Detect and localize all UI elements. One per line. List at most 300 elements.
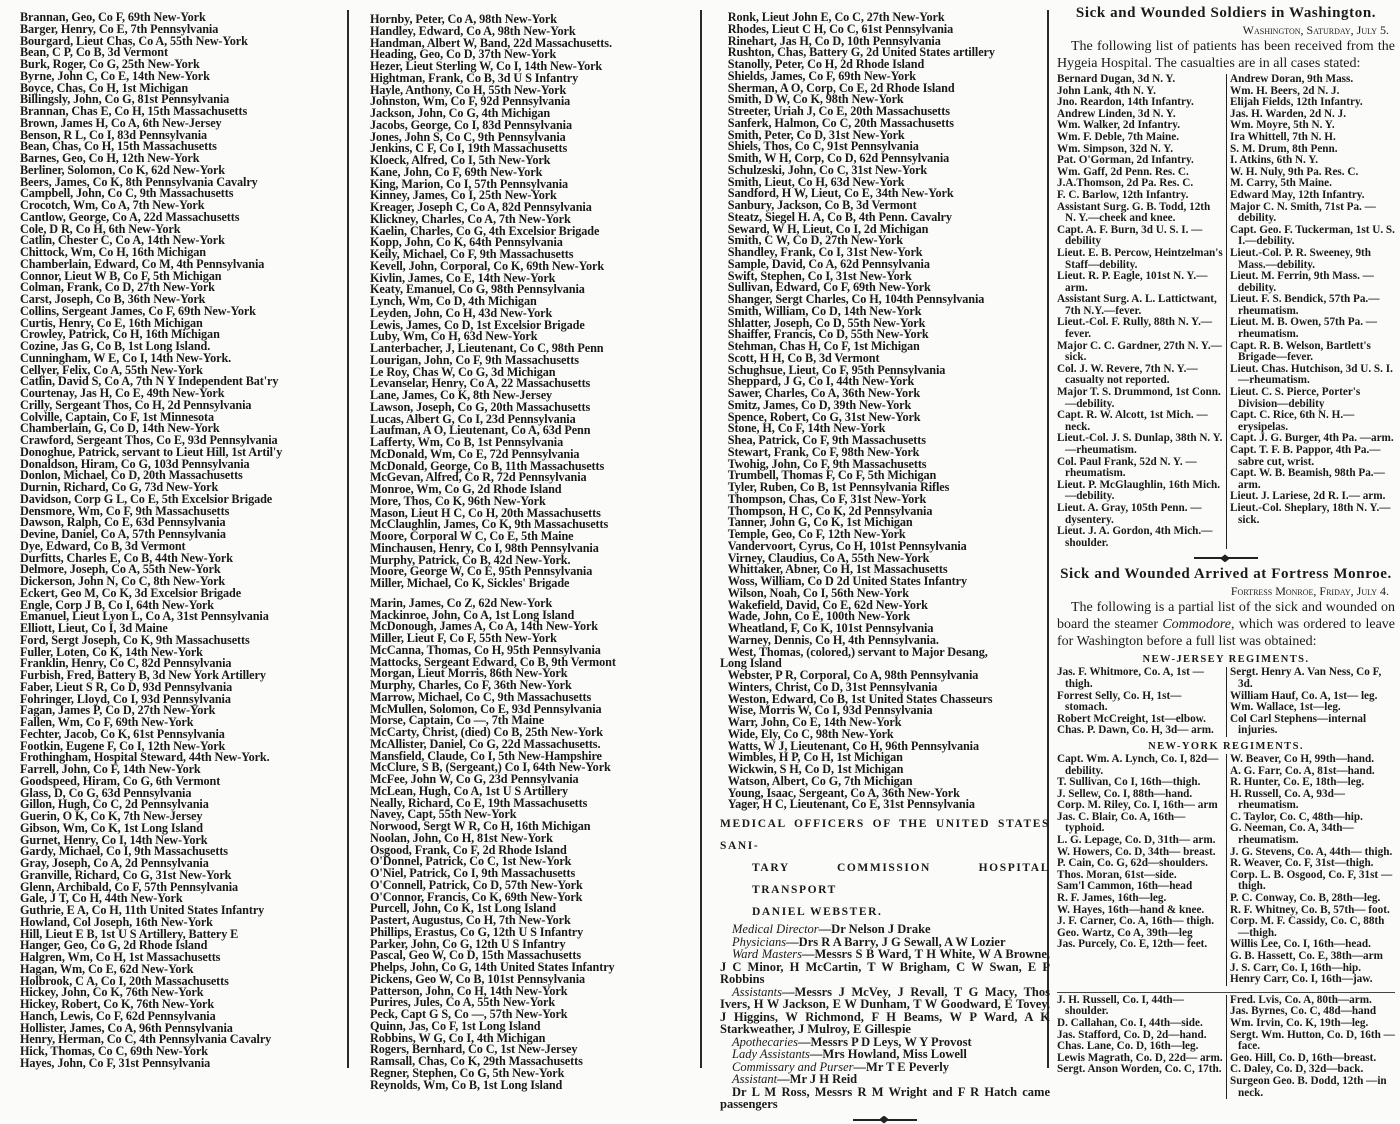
list-item: Kaelin, Charles, Co G, 4th Excelsior Brigade bbox=[370, 223, 600, 238]
list-item: Sergt. Wm. Hutton, Co. D, 16th —face. bbox=[1230, 1028, 1395, 1053]
list-item: R. Hunter, Co. E, 18th—leg. bbox=[1230, 776, 1365, 789]
list-item: Fohringer, Lloyd, Co I, 93d Pennsylvania bbox=[20, 691, 231, 706]
list-item: McDonald, George, Co B, 11th Massachusetts bbox=[370, 458, 605, 473]
list-item: Parker, John, Co G, 12th U S Infantry bbox=[370, 936, 566, 951]
list-item: J. H. Russell, Co. I, 44th— shoulder. bbox=[1057, 993, 1184, 1018]
list-item: Geo. Hill, Co. D, 16th—breast. bbox=[1230, 1051, 1377, 1064]
list-item: Frothingham, Hospital Steward, 44th New-York. bbox=[20, 750, 270, 765]
list-item: Lucas, Albert G, Co I, 23d Pennsylvania bbox=[370, 411, 576, 426]
list-item: Quinn, Jas, Co F, 1st Long Island bbox=[370, 1018, 541, 1033]
list-item: Billingsly, John, Co G, 81st Pennsylvania bbox=[20, 92, 230, 107]
list-item: McMullen, Solomon, Co E, 93d Pennsylvania bbox=[370, 701, 602, 716]
ward-masters: Ward Masters—Messrs S B Ward, T H White, W A Browne, J C Minor, H McCartin, T W Brigham, C W Swan, E P Robbins bbox=[720, 947, 1050, 986]
list-item: Sergt. Anson Worden, Co. C, 17th. bbox=[1057, 1063, 1222, 1076]
list-item: Rogers, Bernhard, Co C, 1st New-Jersey bbox=[370, 1042, 578, 1057]
list-item: M. Carry, 5th Maine. bbox=[1230, 177, 1332, 190]
list-item: Bean, C P, Co B, 3d Vermont bbox=[20, 45, 168, 60]
list-item: Hill, Lieut E B, 1st U S Artillery, Battery E bbox=[20, 926, 239, 941]
list-item: Morse, Captain, Co —, 7th Maine bbox=[370, 713, 545, 728]
list-item: Tyler, Ruben, Co B, 1st Pennsylvania Rifles bbox=[727, 480, 950, 494]
column-rule bbox=[347, 10, 349, 1068]
commissary: Commissary and Purser—Mr T E Peverly bbox=[732, 1059, 950, 1074]
list-item: Beers, James, Co K, 8th Pennsylvania Cavalry bbox=[20, 174, 258, 189]
list-right bbox=[1226, 667, 1395, 737]
list-item: Guthrie, E A, Co H, 11th United States Infantry bbox=[20, 903, 265, 917]
list-item: Stehman, Chas H, Co F, 1st Michigan bbox=[727, 339, 920, 353]
list-item: Seward, W H, Lieut, Co I, 2d Michigan bbox=[727, 221, 929, 236]
list-item: Smitz, James, Co D, 39th New-York bbox=[727, 397, 912, 412]
list-item: Wm. Walker, 2d Infantry. bbox=[1057, 119, 1181, 132]
list-item: Capt. C. Rice, 6th N. H.— erysipelas. bbox=[1230, 409, 1355, 433]
list-item: McDonough, James A, Co A, 14th New-York bbox=[370, 619, 598, 634]
list-item: Fechter, Jacob, Co K, 61st Pennsylvania bbox=[20, 726, 225, 741]
list-item: Yager, H C, Lieutenant, Co E, 31st Pennsylvania bbox=[727, 797, 975, 812]
list-item: D. Callahan, Co. I, 44th—side. bbox=[1057, 1016, 1203, 1029]
list-item: Smith, Peter, Co D, 31st New-York bbox=[727, 127, 905, 142]
list-item: Furbish, Fred, Battery B, 3d New York Artillery bbox=[20, 668, 266, 682]
list-item: Connor, Lieut W B, Co F, 5th Michigan bbox=[20, 268, 222, 283]
list-item: I. Atkins, 6th N. Y. bbox=[1230, 154, 1319, 167]
list-item: Ronk, Lieut John E, Co C, 27th New-York bbox=[727, 10, 945, 24]
list-item: Assistant Surg. A. L. Lattictwant, 7th N.Y.—fever. bbox=[1057, 293, 1217, 317]
list-item: Gale, J T, Co H, 44th New-York bbox=[20, 891, 183, 906]
list-item: Vandervoort, Cyrus, Co H, 101st Pennsylvania bbox=[727, 538, 967, 553]
list-item: Thompson, H C, Co K, 2d Pennsylvania bbox=[727, 503, 933, 518]
list-item: McClure, S B, (Sergeant,) Co I, 64th New-York bbox=[370, 760, 611, 775]
list-item: Keaty, Emanuel, Co G, 98th Pennsylvania bbox=[370, 282, 585, 297]
list-item: W. Beaver, Co H, 99th—hand. bbox=[1230, 752, 1375, 765]
list-item: Lieut. Chas. Hutchison, 3d U. S. I.—rheumatism. bbox=[1230, 362, 1393, 387]
list-item: J. G. Stevens, Co. A, 44th— thigh. bbox=[1230, 845, 1393, 858]
list-item: Scott, H H, Co B, 3d Vermont bbox=[727, 350, 880, 365]
list-item: McGevan, Alfred, Co R, 72d Pennsylvania bbox=[370, 470, 587, 485]
medical-officers-list bbox=[720, 923, 1050, 1111]
headline-washington: Sick and Wounded Soldiers in Washington. bbox=[1075, 5, 1377, 21]
list-item: Virney, Claudius, Co A, 55th New-York bbox=[727, 550, 930, 565]
list-item: Robert McCreight, 1st—elbow. bbox=[1057, 712, 1206, 725]
list-item: Levanselar, Henry, Co A, 22 Massachusetts bbox=[370, 376, 591, 391]
list-item: Capt. R. B. Welson, Bartlett's Brigade—fever. bbox=[1230, 339, 1371, 364]
list-item: Watts, W J, Lieutenant, Co H, 96th Pennsylvania bbox=[727, 738, 979, 753]
list-item: Laufman, A O, Lieutenant, Co A, 63d Penn bbox=[370, 423, 591, 438]
list-item: R. Weaver, Co. F, 31st—thigh. bbox=[1230, 857, 1374, 870]
list-item: Farrell, John, Co F, 14th New-York bbox=[20, 762, 201, 776]
list-item: Sherman, A O, Corp, Co E, 2d Rhode Island bbox=[727, 80, 955, 95]
list-item: Howland, Col Joseph, 16th New-York bbox=[20, 914, 213, 929]
list-item: Lieut. A. Gray, 105th Penn. —dysentery. bbox=[1057, 501, 1202, 526]
list-item: Wise, Morris W, Co I, 93d Pennsylvania bbox=[727, 703, 933, 718]
list-item: Barnes, Geo, Co H, 12th New-York bbox=[20, 151, 200, 165]
list-item: Lieut. M. Ferrin, 9th Mass. —debility. bbox=[1230, 270, 1374, 294]
list-item: Henry, Herman, Co C, 4th Pennsylvania Cavalry bbox=[20, 1032, 272, 1047]
list-item: Hickey, John, Co K, 76th New-York bbox=[20, 985, 204, 1000]
list-item: Eckert, Geo M, Co K, 3d Excelsior Brigade bbox=[20, 585, 242, 600]
list-item: Mason, Lieut H C, Co H, 20th Massachusetts bbox=[370, 505, 601, 520]
list-item: O'Donnel, Patrick, Co C, 1st New-York bbox=[370, 854, 572, 869]
list-item: Lieut.-Col. J. S. Dunlap, 38th N. Y.—rheumatism. bbox=[1057, 432, 1223, 456]
list-item: Donoghue, Patrick, servant to Lieut Hill, 1st Artil'y bbox=[20, 444, 283, 459]
list-item: Goodspeed, Hiram, Co G, 6th Vermont bbox=[20, 773, 221, 788]
list-item: C. Taylor, Co. C, 48th—hip. bbox=[1230, 810, 1363, 823]
list-item: O'Connor, Francis, Co K, 69th New-York bbox=[370, 889, 583, 904]
list-item: Pat. O'Gorman, 2d Infantry. bbox=[1057, 154, 1194, 167]
list-item: Whittaker, Abner, Co H, 1st Massachusetts bbox=[727, 562, 948, 577]
list-item: Cellyer, Felix, Co A, 55th New-York bbox=[20, 362, 203, 377]
list-item: Murphy, Charles, Co F, 36th New-York bbox=[370, 678, 572, 692]
list-item: Hanger, Geo, Co G, 2d Rhode Island bbox=[20, 938, 208, 953]
list-item: Leyden, John, Co H, 43d New-York bbox=[370, 305, 553, 320]
list-item: Rhodes, Lieut C H, Co C, 61st Pennsylvania bbox=[727, 21, 954, 36]
list-item: Mackinroe, John, Co A, 1st Long Island bbox=[370, 607, 575, 622]
list-item: Pastert, Augustus, Co H, 7th New-York bbox=[370, 913, 571, 927]
list-item: Lafferty, Wm, Co B, 1st Pennsylvania bbox=[370, 435, 564, 449]
list-item: Gardy, Michael, Co I, 9th Massachusetts bbox=[20, 844, 228, 859]
list-item: Capt. J. G. Burger, 4th Pa. —arm. bbox=[1230, 432, 1394, 445]
list-item: Rinehart, Jas H, Co D, 10th Pennsylvania bbox=[727, 33, 941, 48]
list-item: Hanch, Lewis, Co F, 62d Pennsylvania bbox=[20, 1008, 216, 1023]
list-item: Emanuel, Lieut Lyon L, Co A, 31st Pennsylvania bbox=[20, 609, 269, 624]
list-item: Wm. Wallace, 1st—leg. bbox=[1230, 701, 1341, 714]
list-item: Murphy, Patrick, Co B, 42d New-York. bbox=[370, 552, 571, 567]
list-item: Dickerson, John N, Co C, 8th New-York bbox=[20, 574, 226, 588]
list-item: Schughsue, Lieut, Co F, 95th Pennsylvania bbox=[727, 362, 946, 377]
list-item: Thompson, Chas, Co F, 31st New-York bbox=[727, 491, 927, 506]
list-item: Capt. T. F. B. Pappor, 4th Pa.—sabre cut, wrist. bbox=[1230, 444, 1381, 468]
list-item: Wm. H. Beers, 2d N. J. bbox=[1230, 84, 1340, 97]
list-item: Henry Carr, Co. I, 16th—jaw. bbox=[1230, 973, 1373, 986]
list-item: S. M. Drum, 8th Penn. bbox=[1230, 142, 1338, 155]
list-item: Shaiffer, Francis, Co D, 55th New-York bbox=[727, 327, 929, 342]
list-item: Warr, John, Co E, 14th New-York bbox=[727, 715, 902, 729]
list-item: Fallen, Wm, Co F, 69th New-York bbox=[20, 715, 194, 729]
list-item: A. G. Farr, Co. A, 81st—hand. bbox=[1230, 764, 1375, 777]
list-item: Watson, Albert, Co G, 7th Michigan bbox=[727, 773, 913, 788]
fortress-monroe-report bbox=[1057, 565, 1395, 1099]
list-item: Cozine, Jas G, Co B, 1st Long Island. bbox=[20, 339, 211, 353]
list-item: Sandford, H W, Lieut, Co E, 34th New-York bbox=[727, 186, 954, 201]
list-item: Andrew Linden, 3d N. Y. bbox=[1057, 107, 1176, 120]
list-item: Moore, Corporal W C, Co E, 5th Maine bbox=[370, 529, 574, 543]
list-item: Lanterbacher, J, Lieutenant, Co C, 98th Penn bbox=[370, 341, 604, 355]
list-item: Osgood, Frank, Co F, 2d Rhode Island bbox=[370, 842, 567, 857]
list-item: Lieut. F. S. Bendick, 57th Pa.—rheumatism. bbox=[1230, 293, 1380, 317]
list-item: Surgeon Geo. B. Dodd, 12th —in neck. bbox=[1230, 1074, 1387, 1099]
list-item: Gillon, Hugh, Co C, 2d Pennsylvania bbox=[20, 797, 209, 812]
list-item: J. Sellew, Co. I, 88th—hand. bbox=[1057, 787, 1193, 800]
list-item: Sanbury, Jackson, Co B, 3d Vermont bbox=[727, 198, 917, 212]
list-item: Marrow, Michael, Co C, 9th Massachusetts bbox=[370, 689, 592, 704]
list-item: Benson, R L, Co I, 83d Pennsylvania bbox=[20, 127, 208, 142]
list-item: Hayes, John, Co F, 31st Pennsylvania bbox=[20, 1055, 211, 1070]
list-item: Granville, Richard, Co G, 31st New-York bbox=[20, 867, 232, 882]
list-item: Smith, D W, Co K, 98th New-York bbox=[727, 92, 904, 107]
list-item: O'Connell, Patrick, Co D, 57th New-York bbox=[370, 877, 583, 892]
list-item: Luby, Wm, Co H, 63d New-York bbox=[370, 329, 538, 344]
list-item: Donlon, Michael, Co D, 20th Massachusetts bbox=[20, 468, 243, 483]
casualty-list bbox=[720, 12, 1050, 811]
list-item: Jno. Reardon, 14th Infantry. bbox=[1057, 96, 1194, 109]
list-item: Byrne, John C, Co E, 14th New-York bbox=[20, 68, 210, 83]
list-item: Sawer, Charles, Co A, 36th New-York bbox=[727, 386, 921, 400]
list-item: Sam'l Cammon, 16th—head bbox=[1057, 880, 1193, 893]
list-item: Moore, George W, Co E, 95th Pennsylvania bbox=[370, 564, 593, 579]
list-item: Jas. F. Whitmore, Co. A, 1st —thigh. bbox=[1057, 666, 1204, 690]
list-item: Major C. C. Gardner, 27th N. Y.—sick. bbox=[1057, 339, 1222, 364]
list-item: Dawson, Ralph, Co E, 63d Pennsylvania bbox=[20, 515, 226, 530]
list-item: Capt. W. B. Beamish, 98th Pa.—arm. bbox=[1230, 467, 1385, 491]
list-item: Jas. Stafford, Co. D, 2d—hand. bbox=[1057, 1028, 1207, 1041]
list-item: Geo. Wartz, Co A, 39th—leg bbox=[1057, 926, 1193, 939]
list-item: Colman, Frank, Co D, 27th New-York bbox=[20, 280, 215, 295]
list-item: King, Marion, Co I, 57th Pennsylvania bbox=[370, 176, 569, 191]
list-item: Jacobs, George, Co I, 83d Pennsylvania bbox=[370, 117, 572, 132]
list-item: Dye, Edward, Co B, 3d Vermont bbox=[20, 538, 186, 553]
list-item: McLean, Hugh, Co A, 1st U S Artillery bbox=[370, 783, 568, 798]
list-item: Lawson, Joseph, Co G, 20th Massachusetts bbox=[370, 399, 591, 414]
list-right bbox=[1226, 995, 1395, 1099]
assistant: Assistant—Mr J H Reid bbox=[732, 1072, 858, 1086]
list-item: L. G. Lepage, Co. D, 31th— arm. bbox=[1057, 834, 1216, 847]
list-item: Neally, Richard, Co E, 19th Massachusetts bbox=[370, 795, 588, 810]
list-item: McFee, John W, Co G, 23d Pennsylvania bbox=[370, 772, 579, 786]
list-item: Davidson, Corp G L, Co E, 5th Excelsior Brigade bbox=[20, 491, 273, 506]
list-item: Johnston, Wm, Co F, 92d Pennsylvania bbox=[370, 94, 571, 109]
list-item: Glenn, Archibald, Co F, 57th Pennsylvania bbox=[20, 879, 239, 894]
list-item: Phillips, Erastus, Co G, 12th U S Infantry bbox=[370, 924, 584, 939]
list-item: Monroe, Wm, Co G, 2d Rhode Island bbox=[370, 482, 562, 496]
apothecaries: Apothecaries—Messrs P D Leys, W Y Provost bbox=[732, 1034, 972, 1049]
list-item: Spence, Robert, Co G, 31st New-York bbox=[727, 409, 921, 424]
list-item: Lieut. J. A. Gordon, 4th Mich.—shoulder. bbox=[1057, 525, 1213, 549]
list-item: Ford, Sergt Joseph, Co K, 9th Massachusetts bbox=[20, 632, 250, 647]
list-item: Ramsall, Chas, Co K, 29th Massachusetts bbox=[370, 1054, 583, 1068]
list-item: Reynolds, Wm, Co B, 1st Long Island bbox=[370, 1077, 563, 1092]
list-item: West, Thomas, (colored,) servant to Major Desang, bbox=[727, 644, 988, 659]
passengers: Dr L M Ross, Messrs R M Wright and F R Hatch came passengers bbox=[720, 1084, 1050, 1111]
list-item: Webster, P R, Corporal, Co A, 98th Pennsylvania bbox=[727, 668, 979, 682]
list-item: Phelps, John, Co G, 14th United States Infantry bbox=[370, 960, 615, 974]
list-item: Twohig, John, Co F, 9th Massachusetts bbox=[727, 456, 927, 471]
list-item: Jones, John S, Co C, 9th Pennsylvania bbox=[370, 129, 566, 144]
list-right bbox=[1226, 754, 1395, 986]
list-item: Miller, Lieut F, Co F, 55th New-York bbox=[370, 631, 557, 645]
list-item: Stanolly, Peter, Co H, 2d Rhode Island bbox=[727, 57, 925, 71]
list-item: Streeter, Uriah J, Co E, 20th Massachusetts bbox=[727, 104, 950, 118]
list-item: Hornby, Peter, Co A, 98th New-York bbox=[370, 12, 557, 26]
list-item: Sample, David, Co A, 62d Pennsylvania bbox=[727, 256, 930, 271]
list-item: Hayle, Anthony, Co H, 55th New-York bbox=[370, 82, 567, 97]
list-item: Stewart, Frank, Co F, 98th New-York bbox=[727, 444, 920, 459]
list-item: Lourigan, John, Co F, 9th Massachusetts bbox=[370, 352, 579, 367]
list-item: Wm. F. Deble, 7th Maine. bbox=[1057, 130, 1180, 143]
list-item: Lieut. J. Lariese, 2d R. I.— arm. bbox=[1230, 490, 1386, 503]
list-item: Brown, James H, Co A, 6th New-Jersey bbox=[20, 115, 222, 130]
list-item: Noolan, John, Co H, 81st New-York bbox=[370, 830, 553, 845]
list-item: Brannan, Geo, Co F, 69th New-York bbox=[20, 10, 206, 24]
list-item: William Hauf, Co. A, 1st— leg. bbox=[1230, 689, 1378, 702]
list-item: Jenkins, C F, Co I, 19th Massachusetts bbox=[370, 141, 568, 156]
list-item: McDonald, Wm, Co E, 72d Pennsylvania bbox=[370, 446, 580, 461]
list-item: Gibson, Wm, Co K, 1st Long Island bbox=[20, 820, 203, 835]
list-item: Wheatland, F, Co K, 101st Pennsylvania bbox=[727, 621, 934, 635]
list-item: Klickney, Charles, Co A, 7th New-York bbox=[370, 211, 571, 226]
list-item: Assistant Surg. G. B. Todd, 12th N. Y.—cheek and knee. bbox=[1057, 200, 1211, 225]
list-item: Lieut.-Col. Sheplary, 18th N. Y.—sick. bbox=[1230, 501, 1391, 526]
list-item: Hightman, Frank, Co B, 3d U S Infantry bbox=[370, 70, 579, 85]
list-item: Crawford, Sergeant Thos, Co E, 93d Pennsylvania bbox=[20, 433, 278, 447]
list-item: Capt. Geo. F. Tuckerman, 1st U. S. I.—debility. bbox=[1230, 223, 1395, 248]
list-item: Gray, Joseph, Co A, 2d Pennsylvania bbox=[20, 856, 209, 870]
list-item: Andrew Doran, 9th Mass. bbox=[1230, 73, 1354, 85]
list-item: Shandley, Frank, Co I, 31st New-York bbox=[727, 245, 923, 259]
list-item: Wilson, Noah, Co I, 56th New-York bbox=[727, 585, 909, 600]
list-item: Elliott, Lieut, Co I, 3d Maine bbox=[20, 621, 168, 635]
list-item: Berliner, Solomon, Co K, 62d New-York bbox=[20, 162, 225, 177]
list-item: Wm. Irvin, Co. K, 19th—leg. bbox=[1230, 1016, 1369, 1029]
list-item: Jas. H. Warden, 2d N. J. bbox=[1230, 107, 1347, 120]
list-left bbox=[1057, 74, 1226, 549]
list-item: Lieut.-Col. F. Rully, 88th N. Y.—fever. bbox=[1057, 316, 1213, 341]
list-item: Footkin, Eugene F, Co I, 12th New-York bbox=[20, 738, 226, 753]
column-1-casualty-list bbox=[20, 12, 345, 1092]
list-item: Major T. S. Drummond, 1st Conn.—debility. bbox=[1057, 386, 1221, 410]
list-item: Chamberlain, G, Co D, 14th New-York bbox=[20, 421, 220, 436]
list-item: P. Cain, Co. G, 62d—shoulders. bbox=[1057, 857, 1208, 870]
list-item: Hollister, James, Co A, 96th Pennsylvania bbox=[20, 1020, 233, 1035]
list-item: Lieut. P. McGlaughlin, 16th Mich.—debility. bbox=[1057, 478, 1221, 503]
list-item: Col Carl Stephens—internal injuries. bbox=[1230, 712, 1367, 737]
list-item: Wm. Simpson, 32d N. Y. bbox=[1057, 142, 1174, 155]
list-item: Wimbles, H P, Co H, 1st Michigan bbox=[727, 750, 903, 765]
list-item: Col. Paul Frank, 52d N. Y. —rheumatism. bbox=[1057, 455, 1197, 480]
list-item: R. F. James, 16th—leg. bbox=[1057, 892, 1167, 905]
list-item: Chas. Lane, Co. D, 16th—leg. bbox=[1057, 1040, 1199, 1053]
list-item: Wm. Gaff, 2d Penn. Res. C. bbox=[1057, 165, 1189, 178]
list-item: Elijah Fields, 12th Infantry. bbox=[1230, 96, 1363, 109]
list-item: Curtis, Henry, Co E, 16th Michigan bbox=[20, 315, 203, 330]
list-item: Donaldson, Hiram, Co G, 103d Pennsylvania bbox=[20, 456, 250, 471]
list-item: Sullivan, Edward, Co F, 69th New-York bbox=[727, 280, 931, 295]
subhead-new-jersey: NEW-JERSEY REGIMENTS. bbox=[1142, 654, 1310, 666]
list-item: Jas. Purcely, Co. E, 12th— feet. bbox=[1057, 938, 1208, 951]
list-item: Patterson, John, Co H, 14th New-York bbox=[370, 983, 568, 998]
list-item: Chittock, Wm, Co H, 16th Michigan bbox=[20, 245, 206, 259]
list-item: Cole, D R, Co H, 6th New-York bbox=[20, 221, 181, 236]
list-item: Kinney, James, Co I, 25th New-York bbox=[370, 188, 557, 203]
list-item: Corp. M. Riley, Co. I, 16th— arm bbox=[1057, 799, 1218, 812]
list-item: Smith, Lieut, Co H, 63d New-York bbox=[727, 174, 905, 189]
list-item: Hick, Thomas, Co C, 69th New-York bbox=[20, 1044, 208, 1058]
list-item: Durnin, Richard, Co G, 73d New-York bbox=[20, 480, 219, 494]
list-item: R. F. Whitney, Co. B, 57th— foot. bbox=[1230, 903, 1390, 916]
two-column-list bbox=[1057, 74, 1395, 549]
list-item: McClaughlin, James, Co K, 9th Massachusetts bbox=[370, 517, 609, 532]
list-item: Densmore, Wm, Co F, 9th Massachusetts bbox=[20, 503, 230, 518]
list-item: Swift, Stephen, Co I, 31st New-York bbox=[727, 268, 912, 283]
list-item: Major C. N. Smith, 71st Pa. —debility. bbox=[1230, 200, 1376, 225]
two-column-list bbox=[1057, 992, 1395, 1099]
list-item: Kevell, John, Corporal, Co K, 69th New-York bbox=[370, 258, 605, 273]
list-item: W. H. Nuly, 9th Pa. Res. C. bbox=[1230, 165, 1359, 178]
list-item: Fuller, Loten, Co K, 14th New-York bbox=[20, 644, 203, 659]
list-item: Regner, Stephen, Co G, 5th New-York bbox=[370, 1065, 565, 1080]
dateline: Washington, Saturday, July 5. bbox=[1242, 23, 1389, 37]
list-item: Bean, Chas, Co H, 15th Massachusetts bbox=[20, 139, 217, 154]
two-column-list bbox=[1057, 754, 1395, 986]
list-item: Lane, James, Co K, 8th New-Jersey bbox=[370, 388, 553, 402]
list-item: Courtenay, Jas H, Co E, 49th New-York bbox=[20, 386, 225, 400]
list-item: Kopp, John, Co K, 64th Pennsylvania bbox=[370, 235, 563, 250]
list-item: Campbell, John, Co C, 9th Massachusetts bbox=[20, 186, 234, 201]
list-item: Devine, Daniel, Co A, 57th Pennsylvania bbox=[20, 527, 226, 541]
list-item: Robbins, W G, Co I, 4th Michigan bbox=[370, 1030, 546, 1045]
list-item: Burk, Roger, Co G, 25th New-York bbox=[20, 57, 200, 71]
list-item: Sheppard, J G, Co I, 44th New-York bbox=[727, 374, 915, 389]
casualty-list bbox=[370, 14, 705, 590]
headline-fortress-monroe: Sick and Wounded Arrived at Fortress Monroe. bbox=[1060, 566, 1392, 583]
list-item: Faber, Lieut S R, Co D, 93d Pennsylvania bbox=[20, 679, 233, 694]
list-item: Weston, Edward, Co B, 1st United States Chasseurs bbox=[727, 691, 993, 706]
list-item: McCarty, Christ, (died) Co B, 25th New-York bbox=[370, 725, 603, 739]
list-item: McCanna, Thomas, Co H, 95th Pennsylvania bbox=[370, 642, 601, 657]
list-item: Colville, Captain, Co F, 1st Minnesota bbox=[20, 409, 215, 424]
list-item: Steatz, Siegel H. A, Co B, 4th Penn. Cavalry bbox=[727, 209, 952, 224]
list-item: Engle, Corp J B, Co I, 64th New-York bbox=[20, 597, 215, 612]
list-item: Wm. Moyre, 5th N. Y. bbox=[1230, 119, 1335, 132]
list-item: Boyce, Chas, Co H, 1st Michigan bbox=[20, 80, 189, 95]
list-item: Marin, James, Co Z, 62d New-York bbox=[370, 595, 553, 610]
list-item: Peck, Capt G S, Co —, 57th New-York bbox=[370, 1007, 568, 1021]
washington-report bbox=[1057, 4, 1395, 559]
intro-paragraph: The following is a partial list of the sick and wounded on board the steamer Commodore, which was ordered to leave for Washington before a full list was obtained: bbox=[1057, 600, 1395, 650]
list-item: J. F. Carner, Co. A, 16th— thigh. bbox=[1057, 915, 1215, 928]
intro-paragraph: The following list of patients has been received from the Hygeia Hospital. The casualties are in all cases stated: bbox=[1057, 39, 1395, 71]
list-item: Guerin, O K, Co K, 7th New-Jersey bbox=[20, 809, 203, 823]
list-item: Corp. L. B. Osgood, Co. F, 31st —thigh. bbox=[1230, 868, 1393, 893]
list-item: Capt. A. F. Burn, 3d U. S. I. —debility bbox=[1057, 223, 1203, 248]
list-item: Thos. Moran, 61st—side. bbox=[1057, 868, 1177, 881]
list-item: Holbrook, C A, Co I, 20th Massachusetts bbox=[20, 973, 229, 988]
list-item: Crilly, Sergeant Thos, Co H, 2d Pennsylvania bbox=[20, 397, 252, 412]
list-item: Morgan, Lieut Morris, 86th New-York bbox=[370, 666, 568, 681]
list-item: F. C. Barlow, 12th Infantry. bbox=[1057, 188, 1189, 201]
list-item: Temple, Geo, Co F, 12th New-York bbox=[727, 527, 906, 541]
list-item: John Lank, 4th N. Y. bbox=[1057, 84, 1156, 97]
list-item: Schulzeski, John, Co C, 31st New-York bbox=[727, 162, 928, 177]
list-item: Jackson, John, Co G, 4th Michigan bbox=[370, 106, 551, 120]
list-item: J. S. Carr, Co. I, 16th—hip. bbox=[1230, 961, 1362, 974]
list-item: G. Neeman, Co. A, 34th—rheumatism. bbox=[1230, 822, 1354, 847]
list-item: Warney, Dennis, Co H, 4th Pennsylvania. bbox=[727, 632, 939, 647]
list-item: Bernard Dugan, 3d N. Y. bbox=[1057, 73, 1176, 85]
list-item: Durfitts, Charles E, Co B, 44th New-York bbox=[20, 550, 233, 565]
list-item: Navey, Capt, 55th New-York bbox=[370, 807, 517, 822]
physicians: Physicians—Drs R A Barry, J G Sewall, A W Lozier bbox=[732, 934, 1006, 949]
list-item: Capt. R. W. Alcott, 1st Mich. —neck. bbox=[1057, 409, 1208, 433]
list-item: Crocotch, Wm, Co A, 7th New-York bbox=[20, 198, 205, 212]
list-item: Fred. Lvis, Co. A, 80th—arm. bbox=[1230, 993, 1372, 1006]
list-item: Gurnet, Henry, Co I, 14th New-York bbox=[20, 832, 208, 847]
assistants: Assistants—Messrs J McVey, J Revall, T G Macy, Thos Ivers, H W Jackson, E W Dunham, T W Goodward, E Tovey, J Higgins, W Richmond, F H Beams, W P Ward, A K Starkweather, J Mulroy, E Gillespie bbox=[720, 984, 1050, 1036]
list-item: Handman, Albert W, Band, 22d Massachusetts. bbox=[370, 35, 612, 50]
list-item: Shea, Patrick, Co F, 9th Massachusetts bbox=[727, 433, 926, 447]
list-item: Mansfield, Claude, Co I, 5th New-Hampshire bbox=[370, 748, 602, 763]
list-item: P. C. Conway, Co. B, 28th—leg. bbox=[1230, 892, 1381, 905]
list-item: Bourgard, Lieut Chas, Co A, 55th New-York bbox=[20, 33, 248, 48]
list-item: Cunningham, W E, Co I, 14th New-York. bbox=[20, 350, 232, 365]
list-item: Long Island bbox=[720, 656, 782, 671]
list-item: Smith, William, Co D, 14th New-York bbox=[727, 303, 922, 318]
